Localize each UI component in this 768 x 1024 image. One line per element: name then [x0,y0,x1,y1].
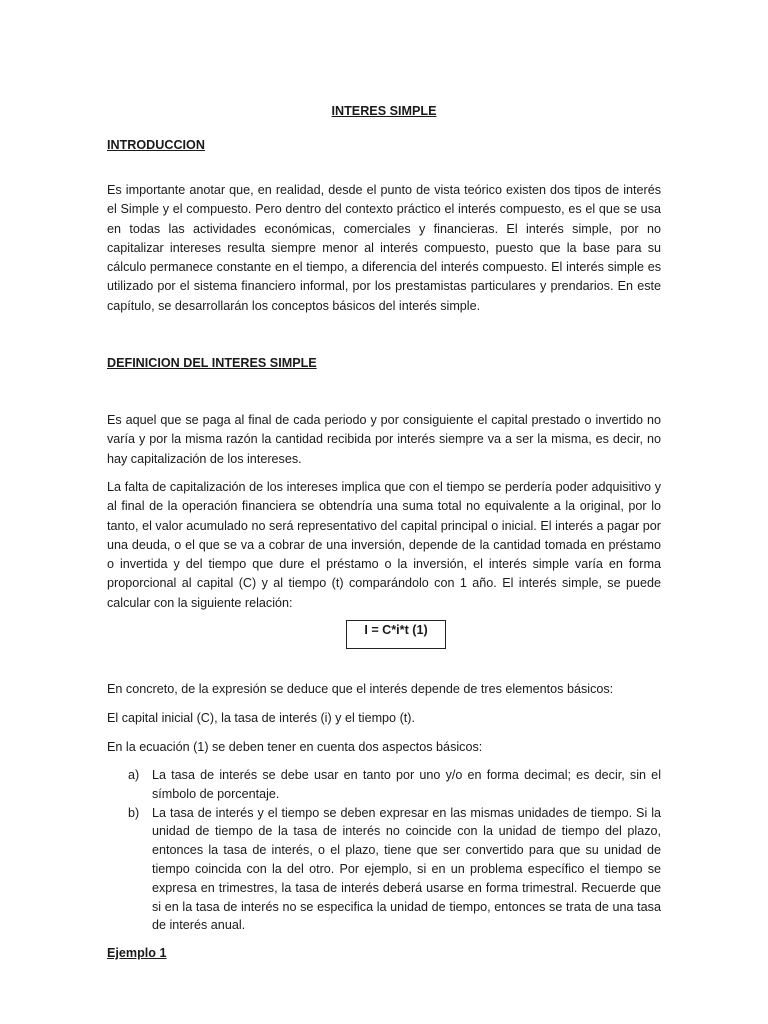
list-marker: b) [128,805,140,820]
equation-paragraph: En la ecuación (1) se deben tener en cuenta dos aspectos básicos: [107,740,483,754]
document-title: INTERES SIMPLE [331,104,437,118]
definition-paragraph-2: La falta de capitalización de los intereses implica que con el tiempo se perdería poder adquisitivo y al final de la operación financiera se obtendría una suma total no equivalente a la original, por lo tanto, el valor acumulado no será representativo del capital principal o inicial. El interés a pagar por una deuda, o el que se va a cobrar de una inversión, depende de la cantidad tomada en préstamo o invertida y del tiempo que dure el préstamo o la inversión, el interés simple varía en forma proporcional al capital (C) y al tiempo (t) comparándolo con 1 año. El interés simple, se puede calcular con la siguiente relación: [107,480,661,610]
definition-heading: DEFINICION DEL INTERES SIMPLE [107,356,317,370]
list-item [107,766,661,804]
example-heading: Ejemplo 1 [107,946,167,960]
aspects-list [107,766,661,935]
intro-paragraph: Es importante anotar que, en realidad, desde el punto de vista teórico existen dos tipos de interés el Simple y el compuesto. Pero dentro del contexto práctico el interés compuesto, es el que se usa en todas las actividades económicas, comerciales y financieras. El interés simple, por no capitalizar intereses resulta siempre menor al interés compuesto, puesto que la base para su cálculo permanece constante en el tiempo, a diferencia del interés compuesto. El interés simple es utilizado por el sistema financiero informal, por los prestamistas particulares y prendarios. En este capítulo, se desarrollarán los conceptos básicos del interés simple. [107,183,661,313]
list-item-text: La tasa de interés se debe usar en tanto por uno y/o en forma decimal; es decir, sin el símbolo de porcentaje. [152,768,661,801]
intro-heading: INTRODUCCION [107,138,205,152]
list-item [107,804,661,936]
list-item-text: La tasa de interés y el tiempo se deben expresar en las mismas unidades de tiempo. Si la unidad de tiempo de la tasa de interés no coincide con la unidad de tiempo del plazo, entonces la tasa de interés, o el plazo, tiene que ser convertido para que su unidad de tiempo coincida con la del otro. Por ejemplo, si en un problema específico el tiempo se expresa en trimestres, la tasa de interés deberá usarse en forma trimestral. Recuerde que si en la tasa de interés no se especifica la unidad de tiempo, entonces se trata de una tasa de interés anual. [152,805,661,933]
list-marker: a) [128,768,140,782]
formula-box: I = C*i*t (1) [346,620,446,649]
definition-paragraph-1: Es aquel que se paga al final de cada periodo y por consiguiente el capital prestado o invertido no varía y por la misma razón la cantidad recibida por interés siempre va a ser la misma, es decir, no hay capitalización de los intereses. [107,413,661,466]
elements-paragraph: El capital inicial (C), la tasa de interés (i) y el tiempo (t). [107,711,415,725]
concrete-paragraph: En concreto, de la expresión se deduce que el interés depende de tres elementos básicos: [107,682,614,696]
